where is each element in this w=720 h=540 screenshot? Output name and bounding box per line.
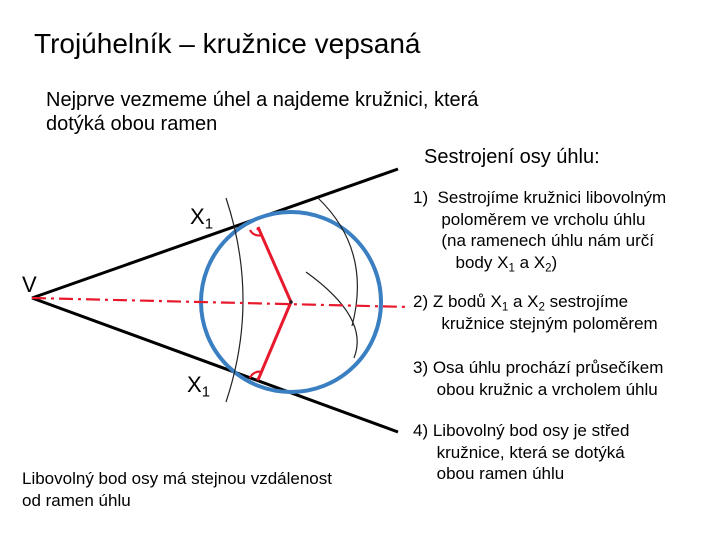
note-text: Libovolný bod osy má stejnou vzdálenost od ramen úhlu [22,469,332,510]
tangent-point-lower [257,378,260,381]
step-line: kružnice, která se dotýká [413,442,625,462]
center-point [289,300,293,304]
construction-heading: Sestrojení osy úhlu: [424,146,600,168]
step-line: (na ramenech úhlu nám určí [413,231,654,251]
angle-bisector [32,298,410,307]
tangent-point-upper [257,228,260,231]
step-line: body $X_1$ a $X_2$) [413,252,558,275]
radius-lower [258,302,291,380]
upper-arm [32,169,398,298]
step-line: obou kružnic a vrcholem úhlu [413,379,658,399]
step-line: 2) Z bodů $X_1$ a $X_2$ sestrojíme [413,292,629,314]
label-x1-lower: $X_1$ [187,372,211,401]
step-line: obou ramen úhlu [413,464,565,484]
step-line: 1) Sestrojíme kružnici libovolným [413,188,667,207]
step-line: 3) Osa úhlu prochází průsečíkem [413,358,664,377]
lower-arm [32,298,398,432]
construction-arc-lower [306,272,357,358]
step-line: poloměrem ve vrcholu úhlu [413,209,646,229]
slide-title: Trojúhelník – kružnice vepsaná [34,28,421,59]
label-vertex: V [22,272,37,297]
step-line: kružnice stejným poloměrem [413,313,658,333]
radius-upper [258,227,291,302]
intro-text: Nejprve vezmeme úhel a najdeme kružnici, která dotýká obou ramen [46,89,479,136]
step-line: 4) Libovolný bod osy je střed [413,421,630,440]
label-x1-upper: $X_1$ [190,204,214,233]
